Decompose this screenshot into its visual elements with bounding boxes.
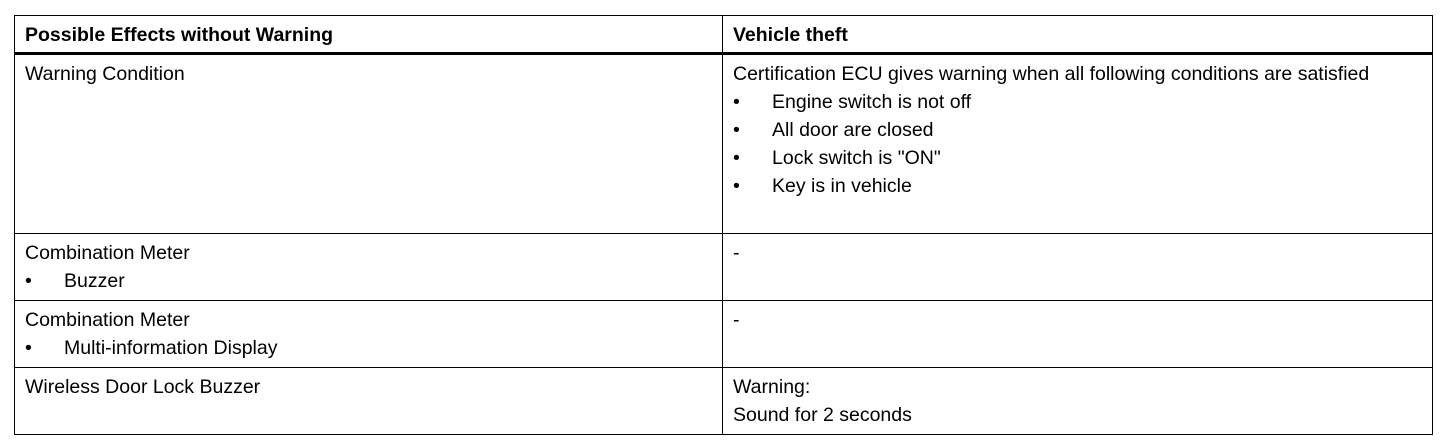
combination-meter-buzzer-value: - <box>723 234 1433 301</box>
header-possible-effects: Possible Effects without Warning <box>15 16 723 54</box>
condition-text: All door are closed <box>772 119 934 141</box>
table-row <box>15 301 1433 368</box>
list-item <box>25 334 712 362</box>
bullet-icon: • <box>25 270 32 292</box>
warning-condition-description: Certification ECU gives warning when all following conditions are satisfied <box>733 63 1370 85</box>
warning-condition-label: Warning Condition <box>15 54 723 234</box>
condition-text: Engine switch is not off <box>772 91 972 113</box>
condition-text: Lock switch is "ON" <box>772 147 941 169</box>
combination-meter-label: Combination Meter <box>25 242 190 264</box>
table-row <box>15 368 1433 435</box>
wireless-door-lock-buzzer-label: Wireless Door Lock Buzzer <box>15 368 723 435</box>
table-row <box>15 54 1433 234</box>
sound-duration-text: Sound for 2 seconds <box>733 404 912 426</box>
wireless-door-lock-buzzer-value-cell <box>723 368 1433 435</box>
bullet-icon: • <box>733 147 740 169</box>
list-item <box>25 267 712 295</box>
list-item <box>733 172 1422 200</box>
combination-meter-display-value: - <box>723 301 1433 368</box>
bullet-icon: • <box>25 337 32 359</box>
table-row <box>15 234 1433 301</box>
combination-meter-buzzer-cell <box>15 234 723 301</box>
bullet-icon: • <box>733 91 740 113</box>
warning-condition-cell <box>723 54 1433 234</box>
bullet-icon: • <box>733 175 740 197</box>
multi-information-display-text: Multi-information Display <box>64 337 278 359</box>
combination-meter-display-list <box>25 334 712 362</box>
list-item <box>733 88 1422 116</box>
warning-condition-list <box>733 88 1422 200</box>
list-item <box>733 144 1422 172</box>
header-vehicle-theft: Vehicle theft <box>723 16 1433 54</box>
table-header-row <box>15 16 1433 54</box>
warning-effects-table <box>14 15 1433 435</box>
combination-meter-label: Combination Meter <box>25 309 190 331</box>
combination-meter-buzzer-list <box>25 267 712 295</box>
list-item <box>733 116 1422 144</box>
buzzer-text: Buzzer <box>64 270 125 292</box>
warning-label: Warning: <box>733 376 811 398</box>
condition-text: Key is in vehicle <box>772 175 912 197</box>
bullet-icon: • <box>733 119 740 141</box>
combination-meter-display-cell <box>15 301 723 368</box>
